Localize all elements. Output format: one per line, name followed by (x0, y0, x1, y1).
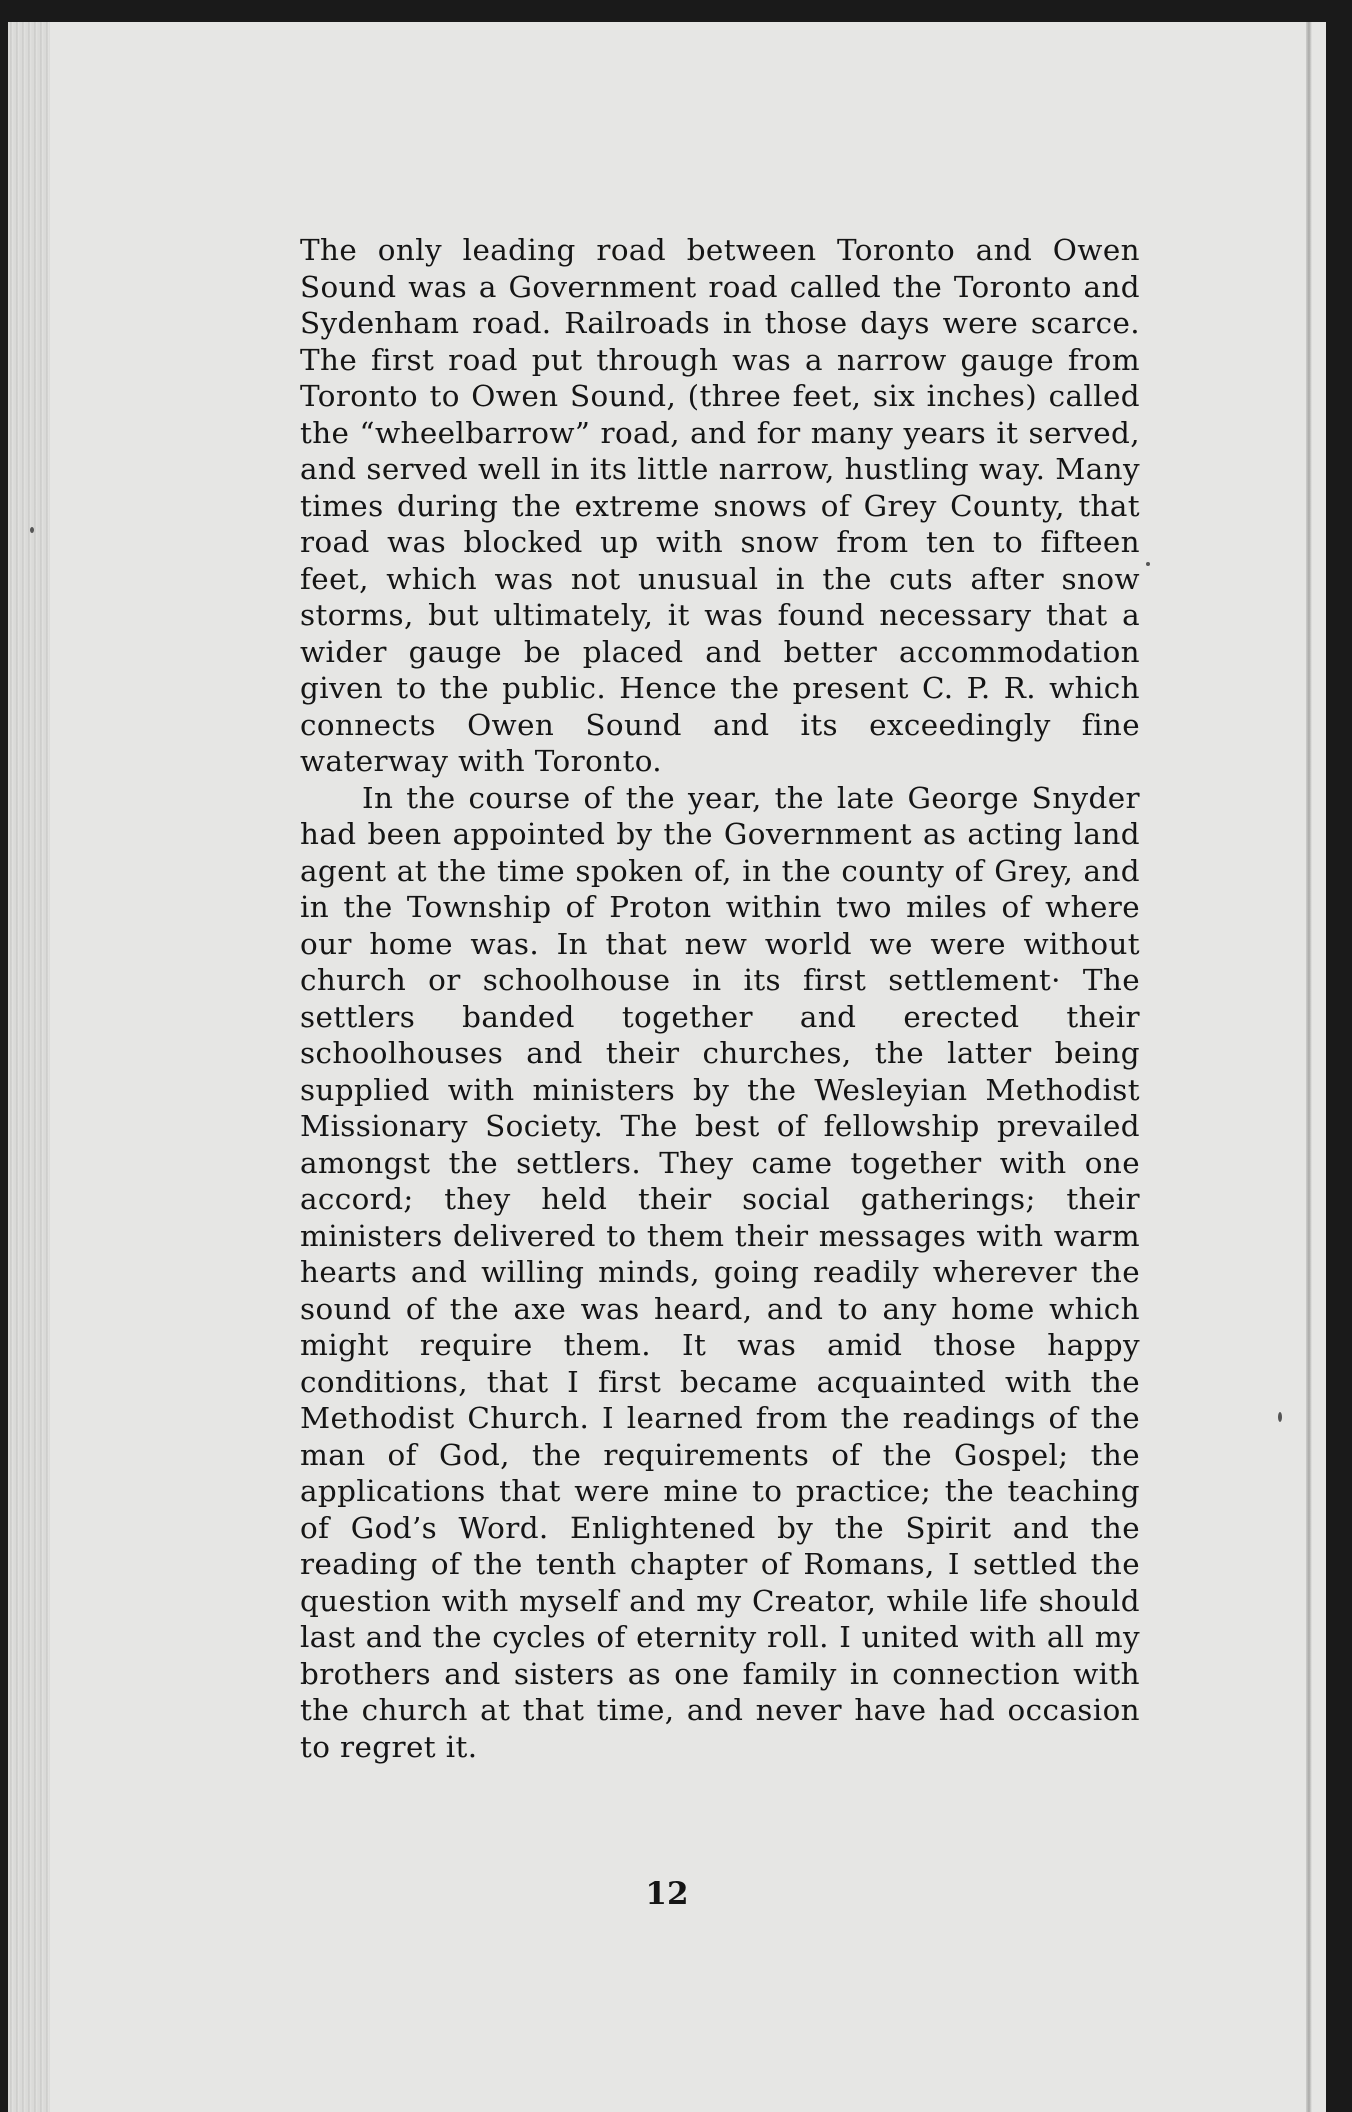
paragraph-1: The only leading road between Toronto and Owen Sound was a Government road called the Toronto and Sydenham road. Railroads in those days were scarce. The first road put through was a narrow gauge from Toronto to Owen Sound, (three feet, six inches) called the “wheelbarrow” road, and for many years it served, and served well in its little narrow, hustling way. Many times during the extreme snows of Grey County, that road was blocked up with snow from ten to fifteen feet, which was not unusual in the cuts after snow storms, but ultimately, it was found necessary that a wider gauge be placed and better accommodation given to the public. Hence the present C. P. R. which connects Owen Sound and its exceedingly fine waterway with Toronto. (300, 233, 1140, 778)
print-speck (1146, 562, 1150, 566)
book-page (8, 22, 1326, 2112)
print-speck (30, 527, 34, 533)
body-text (300, 232, 1140, 1765)
page-gutter-edge (1306, 22, 1326, 2112)
paragraph-2: In the course of the year, the late George Snyder had been appointed by the Government as acting land agent at the time spoken of, in the county of Grey, and in the Township of Proton within two miles of where our home was. In that new world we were without church or schoolhouse in its first settlement· The settlers banded together and erected their schoolhouses and their churches, the latter being supplied with ministers by the Wesleyian Methodist Missionary Society. The best of fellowship prevailed amongst the settlers. They came together with one accord; they held their social gatherings; their ministers delivered to them their messages with warm hearts and willing minds, going readily wherever the sound of the axe was heard, and to any home which might require them. It was amid those happy conditions, that I first became acquainted with the Methodist Church. I learned from the readings of the man of God, the requirements of the Gospel; the applications that were mine to practice; the teaching of God’s Word. Enlightened by the Spirit and the reading of the tenth chapter of Romans, I settled the question with myself and my Creator, while life should last and the cycles of eternity roll. I united with all my brothers and sisters as one family in connection with the church at that time, and never have had occasion to regret it. (300, 780, 1140, 1764)
page-number: 12 (645, 1876, 689, 1912)
print-speck (1278, 1412, 1282, 1422)
page-stack-edge (8, 22, 50, 2112)
